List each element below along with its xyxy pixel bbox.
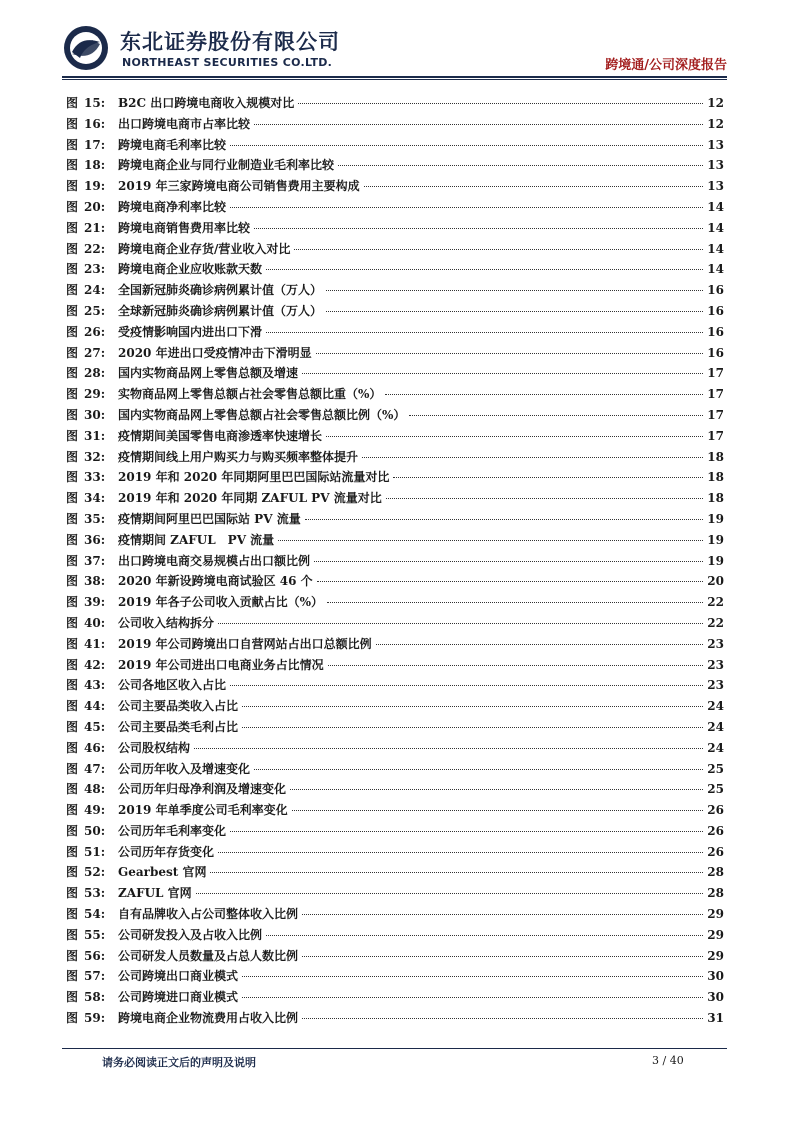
- dot-leader: [266, 331, 703, 333]
- figure-label: 图: [66, 407, 79, 422]
- header-divider: [62, 76, 727, 78]
- figure-title: 跨境电商企业与同行业制造业毛利率比较: [118, 158, 335, 173]
- figure-number: 19:: [84, 179, 106, 194]
- figure-title: 公司历年收入及增速变化: [118, 761, 251, 776]
- figure-title: 疫情期间线上用户购买力与购买频率整体提升: [118, 449, 359, 464]
- figure-page-number: 23: [707, 636, 724, 651]
- toc-entry[interactable]: [66, 156, 724, 177]
- figure-number: 18:: [84, 158, 106, 173]
- figure-number: 24:: [84, 283, 106, 298]
- toc-entry[interactable]: [66, 947, 724, 968]
- toc-entry[interactable]: [66, 531, 724, 552]
- figure-page-number: 13: [707, 179, 724, 194]
- figure-label: 图: [66, 303, 79, 318]
- figure-title: 自有品牌收入占公司整体收入比例: [118, 907, 299, 922]
- figure-number: 56:: [84, 948, 106, 963]
- toc-entry[interactable]: [66, 406, 724, 427]
- figure-page-number: 17: [707, 407, 724, 422]
- figure-label: 图: [66, 657, 79, 672]
- figure-label: 图: [66, 1011, 79, 1026]
- figure-number: 46:: [84, 740, 106, 755]
- figure-label: 图: [66, 886, 79, 901]
- figure-page-number: 13: [707, 158, 724, 173]
- figure-page-number: 23: [707, 678, 724, 693]
- figure-label: 图: [66, 532, 79, 547]
- dot-leader: [210, 871, 703, 873]
- figure-label: 图: [66, 345, 79, 360]
- dot-leader: [230, 830, 703, 832]
- figure-label: 图: [66, 220, 79, 235]
- figure-label: 图: [66, 158, 79, 173]
- toc-entry[interactable]: [66, 863, 724, 884]
- figure-page-number: 18: [707, 491, 724, 506]
- figure-label: 图: [66, 782, 79, 797]
- figure-number: 50:: [84, 823, 106, 838]
- figure-page-number: 16: [707, 303, 724, 318]
- figure-number: 36:: [84, 532, 106, 547]
- figure-title: 疫情期间 ZAFUL PV 流量: [118, 532, 275, 547]
- header-divider-thin: [62, 79, 727, 80]
- figure-title: 出口跨境电商交易规模占出口额比例: [118, 553, 311, 568]
- toc-entry[interactable]: [66, 364, 724, 385]
- figure-title: 公司研发人员数量及占总人数比例: [118, 948, 299, 963]
- toc-entry[interactable]: [66, 385, 724, 406]
- dot-leader: [242, 726, 703, 728]
- figure-label: 图: [66, 969, 79, 984]
- figure-number: 16:: [84, 116, 106, 131]
- toc-entry[interactable]: [66, 593, 724, 614]
- figure-number: 34:: [84, 491, 106, 506]
- figure-number: 29:: [84, 387, 106, 402]
- figure-title: Gearbest 官网: [118, 865, 207, 880]
- figure-number: 40:: [84, 615, 106, 630]
- toc-entry[interactable]: [66, 988, 724, 1009]
- toc-entry[interactable]: [66, 136, 724, 157]
- figure-title: 公司主要品类收入占比: [118, 699, 239, 714]
- figure-page-number: 13: [707, 137, 724, 152]
- figure-number: 49:: [84, 803, 106, 818]
- figure-number: 30:: [84, 407, 106, 422]
- figure-page-number: 17: [707, 428, 724, 443]
- figure-label: 图: [66, 865, 79, 880]
- figure-title: 公司历年归母净利润及增速变化: [118, 782, 287, 797]
- figure-number: 55:: [84, 927, 106, 942]
- dot-leader: [242, 975, 703, 977]
- figure-title: 公司历年存货变化: [118, 844, 215, 859]
- toc-entry[interactable]: [66, 739, 724, 760]
- figure-number: 20:: [84, 199, 106, 214]
- figure-title: 2020 年新设跨境电商试验区 46 个: [118, 574, 313, 589]
- figure-label: 图: [66, 948, 79, 963]
- figure-page-number: 29: [707, 948, 724, 963]
- figure-label: 图: [66, 428, 79, 443]
- figure-number: 42:: [84, 657, 106, 672]
- figure-title: 公司研发投入及占收入比例: [118, 927, 263, 942]
- toc-entry[interactable]: [66, 614, 724, 635]
- figure-title: 2019 年各子公司收入贡献占比（%）: [118, 595, 323, 610]
- figure-label: 图: [66, 96, 79, 110]
- figure-page-number: 30: [707, 990, 724, 1005]
- toc-entry[interactable]: [66, 572, 724, 593]
- figure-page-number: 14: [707, 262, 724, 277]
- toc-entry[interactable]: [66, 905, 724, 926]
- figure-title: 跨境电商毛利率比较: [118, 137, 227, 152]
- toc-entry[interactable]: [66, 697, 724, 718]
- figure-page-number: 17: [707, 366, 724, 381]
- figure-title: 公司主要品类毛利占比: [118, 719, 239, 734]
- figure-page-number: 31: [707, 1011, 724, 1026]
- dot-leader: [194, 747, 703, 749]
- figure-title: 出口跨境电商市占率比较: [118, 116, 251, 131]
- figure-page-number: 14: [707, 199, 724, 214]
- toc-entry[interactable]: [66, 656, 724, 677]
- figure-title: 2019 年和 2020 年同期 ZAFUL PV 流量对比: [118, 491, 382, 506]
- figure-label: 图: [66, 199, 79, 214]
- figure-page-number: 12: [707, 116, 724, 131]
- dot-leader: [409, 414, 703, 416]
- dot-leader: [292, 809, 704, 811]
- figure-label: 图: [66, 470, 79, 485]
- figure-label: 图: [66, 699, 79, 714]
- toc-entry[interactable]: [66, 967, 724, 988]
- figure-number: 15:: [84, 96, 106, 110]
- figure-page-number: 22: [707, 595, 724, 610]
- dot-leader: [302, 1017, 703, 1019]
- dot-leader: [316, 352, 704, 354]
- figure-label: 图: [66, 678, 79, 693]
- dot-leader: [326, 310, 703, 312]
- figure-number: 35:: [84, 511, 106, 526]
- toc-entry[interactable]: [66, 468, 724, 489]
- footer-divider: [62, 1048, 727, 1049]
- figure-title: 公司各地区收入占比: [118, 678, 227, 693]
- figure-label: 图: [66, 179, 79, 194]
- figure-title: 实物商品网上零售总额占社会零售总额比重（%）: [118, 387, 382, 402]
- figure-label: 图: [66, 907, 79, 922]
- dot-leader: [254, 768, 703, 770]
- dot-leader: [364, 185, 704, 187]
- figure-page-number: 18: [707, 449, 724, 464]
- figure-title: 跨境电商企业物流费用占收入比例: [118, 1011, 299, 1026]
- dot-leader: [230, 144, 703, 146]
- dot-leader: [230, 206, 703, 208]
- dot-leader: [266, 268, 703, 270]
- toc-entry[interactable]: [66, 177, 724, 198]
- figure-number: 41:: [84, 636, 106, 651]
- figure-page-number: 16: [707, 345, 724, 360]
- figure-number: 58:: [84, 990, 106, 1005]
- dot-leader: [294, 248, 703, 250]
- figure-title: 2019 年公司跨境出口自营网站占出口总额比例: [118, 636, 372, 651]
- figure-number: 47:: [84, 761, 106, 776]
- dot-leader: [230, 684, 703, 686]
- dot-leader: [254, 227, 703, 229]
- figure-title: 跨境电商净利率比较: [118, 199, 227, 214]
- dot-leader: [305, 518, 704, 520]
- figure-title: 公司历年毛利率变化: [118, 823, 227, 838]
- dot-leader: [317, 580, 704, 582]
- figure-number: 25:: [84, 303, 106, 318]
- figure-number: 23:: [84, 262, 106, 277]
- figure-page-number: 24: [707, 719, 724, 734]
- dot-leader: [218, 851, 703, 853]
- dot-leader: [327, 601, 703, 603]
- figure-number: 57:: [84, 969, 106, 984]
- figure-number: 39:: [84, 595, 106, 610]
- figure-page-number: 12: [707, 96, 724, 110]
- figure-page-number: 26: [707, 823, 724, 838]
- figure-number: 31:: [84, 428, 106, 443]
- figure-label: 图: [66, 615, 79, 630]
- figure-number: 45:: [84, 719, 106, 734]
- figure-title: 公司股权结构: [118, 740, 191, 755]
- figure-page-number: 14: [707, 220, 724, 235]
- figure-label: 图: [66, 324, 79, 339]
- dot-leader: [302, 955, 703, 957]
- dot-leader: [278, 539, 703, 541]
- figure-label: 图: [66, 574, 79, 589]
- figure-title: 受疫情影响国内进出口下滑: [118, 324, 263, 339]
- toc-entry[interactable]: [66, 552, 724, 573]
- figure-label: 图: [66, 116, 79, 131]
- dot-leader: [266, 934, 703, 936]
- figure-number: 52:: [84, 865, 106, 880]
- figure-page-number: 26: [707, 803, 724, 818]
- dot-leader: [242, 705, 703, 707]
- figure-page-number: 28: [707, 865, 724, 880]
- figure-label: 图: [66, 761, 79, 776]
- dot-leader: [386, 497, 704, 499]
- figure-label: 图: [66, 137, 79, 152]
- dot-leader: [328, 664, 704, 666]
- page-indicator: 3 / 40: [652, 1054, 684, 1067]
- dot-leader: [218, 622, 703, 624]
- figure-page-number: 17: [707, 387, 724, 402]
- figure-title: 公司收入结构拆分: [118, 615, 215, 630]
- toc-entry[interactable]: [66, 427, 724, 448]
- figure-page-number: 29: [707, 927, 724, 942]
- figure-page-number: 24: [707, 740, 724, 755]
- figure-label: 图: [66, 595, 79, 610]
- dot-leader: [338, 164, 703, 166]
- dot-leader: [302, 372, 703, 374]
- toc-entry[interactable]: [66, 822, 724, 843]
- company-name-cn: 东北证券股份有限公司: [120, 30, 340, 54]
- toc-entry[interactable]: [66, 489, 724, 510]
- toc-entry[interactable]: [66, 510, 724, 531]
- figure-label: 图: [66, 262, 79, 277]
- figure-title: 全球新冠肺炎确诊病例累计值（万人）: [118, 303, 323, 318]
- toc-entry[interactable]: [66, 1009, 724, 1030]
- figure-title: ZAFUL 官网: [118, 886, 192, 901]
- figure-page-number: 28: [707, 886, 724, 901]
- figure-label: 图: [66, 449, 79, 464]
- dot-leader: [290, 788, 703, 790]
- toc-entry[interactable]: [66, 884, 724, 905]
- figure-number: 28:: [84, 366, 106, 381]
- figure-page-number: 14: [707, 241, 724, 256]
- figure-title: 2019 年和 2020 年同期阿里巴巴国际站流量对比: [118, 470, 390, 485]
- figure-index-list: [66, 94, 724, 1030]
- figure-title: 2019 年三家跨境电商公司销售费用主要构成: [118, 179, 360, 194]
- figure-page-number: 19: [707, 532, 724, 547]
- figure-title: 跨境电商企业应收账款天数: [118, 262, 263, 277]
- figure-label: 图: [66, 283, 79, 298]
- figure-label: 图: [66, 553, 79, 568]
- figure-label: 图: [66, 844, 79, 859]
- figure-number: 51:: [84, 844, 106, 859]
- figure-title: 国内实物商品网上零售总额及增速: [118, 366, 299, 381]
- figure-title: 2019 年公司进出口电商业务占比情况: [118, 657, 324, 672]
- toc-entry[interactable]: [66, 718, 724, 739]
- figure-number: 54:: [84, 907, 106, 922]
- figure-number: 27:: [84, 345, 106, 360]
- toc-entry[interactable]: [66, 281, 724, 302]
- figure-title: 跨境电商销售费用率比较: [118, 220, 251, 235]
- figure-page-number: 25: [707, 761, 724, 776]
- figure-page-number: 29: [707, 907, 724, 922]
- figure-number: 21:: [84, 220, 106, 235]
- figure-number: 59:: [84, 1011, 106, 1026]
- toc-entry[interactable]: [66, 302, 724, 323]
- dot-leader: [314, 560, 703, 562]
- figure-page-number: 26: [707, 844, 724, 859]
- toc-entry[interactable]: [66, 801, 724, 822]
- figure-label: 图: [66, 511, 79, 526]
- figure-title: 全国新冠肺炎确诊病例累计值（万人）: [118, 283, 323, 298]
- toc-entry[interactable]: [66, 260, 724, 281]
- figure-page-number: 23: [707, 657, 724, 672]
- figure-label: 图: [66, 719, 79, 734]
- figure-title: 2020 年进出口受疫情冲击下滑明显: [118, 345, 312, 360]
- toc-entry[interactable]: [66, 448, 724, 469]
- toc-entry[interactable]: [66, 219, 724, 240]
- figure-label: 图: [66, 823, 79, 838]
- toc-entry[interactable]: [66, 676, 724, 697]
- figure-title: B2C 出口跨境电商收入规模对比: [118, 96, 295, 110]
- company-name-en: NORTHEAST SECURITIES CO.LTD.: [122, 56, 333, 69]
- figure-number: 38:: [84, 574, 106, 589]
- toc-entry[interactable]: [66, 926, 724, 947]
- figure-title: 疫情期间美国零售电商渗透率快速增长: [118, 428, 323, 443]
- figure-page-number: 19: [707, 511, 724, 526]
- figure-label: 图: [66, 491, 79, 506]
- toc-entry[interactable]: [66, 198, 724, 219]
- figure-label: 图: [66, 927, 79, 942]
- dot-leader: [302, 913, 703, 915]
- dot-leader: [376, 643, 704, 645]
- figure-number: 22:: [84, 241, 106, 256]
- figure-page-number: 16: [707, 283, 724, 298]
- figure-page-number: 25: [707, 782, 724, 797]
- dot-leader: [385, 393, 703, 395]
- figure-page-number: 30: [707, 969, 724, 984]
- dot-leader: [242, 996, 703, 998]
- figure-page-number: 24: [707, 699, 724, 714]
- figure-title: 疫情期间阿里巴巴国际站 PV 流量: [118, 511, 301, 526]
- figure-page-number: 16: [707, 324, 724, 339]
- figure-number: 48:: [84, 782, 106, 797]
- figure-number: 53:: [84, 886, 106, 901]
- dot-leader: [298, 102, 703, 104]
- dot-leader: [326, 435, 703, 437]
- figure-page-number: 19: [707, 553, 724, 568]
- figure-number: 44:: [84, 699, 106, 714]
- figure-title: 2019 年单季度公司毛利率变化: [118, 803, 288, 818]
- figure-page-number: 22: [707, 615, 724, 630]
- report-tag: 跨境通/公司深度报告: [605, 58, 727, 73]
- toc-entry[interactable]: [66, 843, 724, 864]
- figure-number: 33:: [84, 470, 106, 485]
- figure-label: 图: [66, 803, 79, 818]
- figure-label: 图: [66, 990, 79, 1005]
- figure-label: 图: [66, 366, 79, 381]
- figure-label: 图: [66, 740, 79, 755]
- figure-title: 公司跨境出口商业模式: [118, 969, 239, 984]
- toc-entry[interactable]: [66, 635, 724, 656]
- figure-number: 26:: [84, 324, 106, 339]
- figure-page-number: 18: [707, 470, 724, 485]
- figure-label: 图: [66, 636, 79, 651]
- dot-leader: [362, 456, 703, 458]
- page-header: [0, 0, 793, 80]
- dot-leader: [326, 289, 703, 291]
- figure-number: 37:: [84, 553, 106, 568]
- figure-title: 公司跨境进口商业模式: [118, 990, 239, 1005]
- toc-entry[interactable]: [66, 115, 724, 136]
- figure-number: 43:: [84, 678, 106, 693]
- figure-label: 图: [66, 241, 79, 256]
- dot-leader: [393, 476, 703, 478]
- figure-title: 国内实物商品网上零售总额占社会零售总额比例（%）: [118, 407, 406, 422]
- toc-entry[interactable]: [66, 760, 724, 781]
- figure-label: 图: [66, 387, 79, 402]
- toc-entry[interactable]: [66, 323, 724, 344]
- dot-leader: [254, 123, 703, 125]
- toc-entry[interactable]: [66, 780, 724, 801]
- figure-title: 跨境电商企业存货/营业收入对比: [118, 241, 291, 256]
- company-logo-icon: [62, 24, 110, 72]
- figure-page-number: 20: [707, 574, 724, 589]
- footer-disclaimer: 请务必阅读正文后的声明及说明: [102, 1056, 256, 1069]
- toc-entry[interactable]: [66, 344, 724, 365]
- figure-number: 17:: [84, 137, 106, 152]
- toc-entry[interactable]: [66, 240, 724, 261]
- figure-number: 32:: [84, 449, 106, 464]
- dot-leader: [196, 892, 704, 894]
- toc-entry[interactable]: [66, 94, 724, 115]
